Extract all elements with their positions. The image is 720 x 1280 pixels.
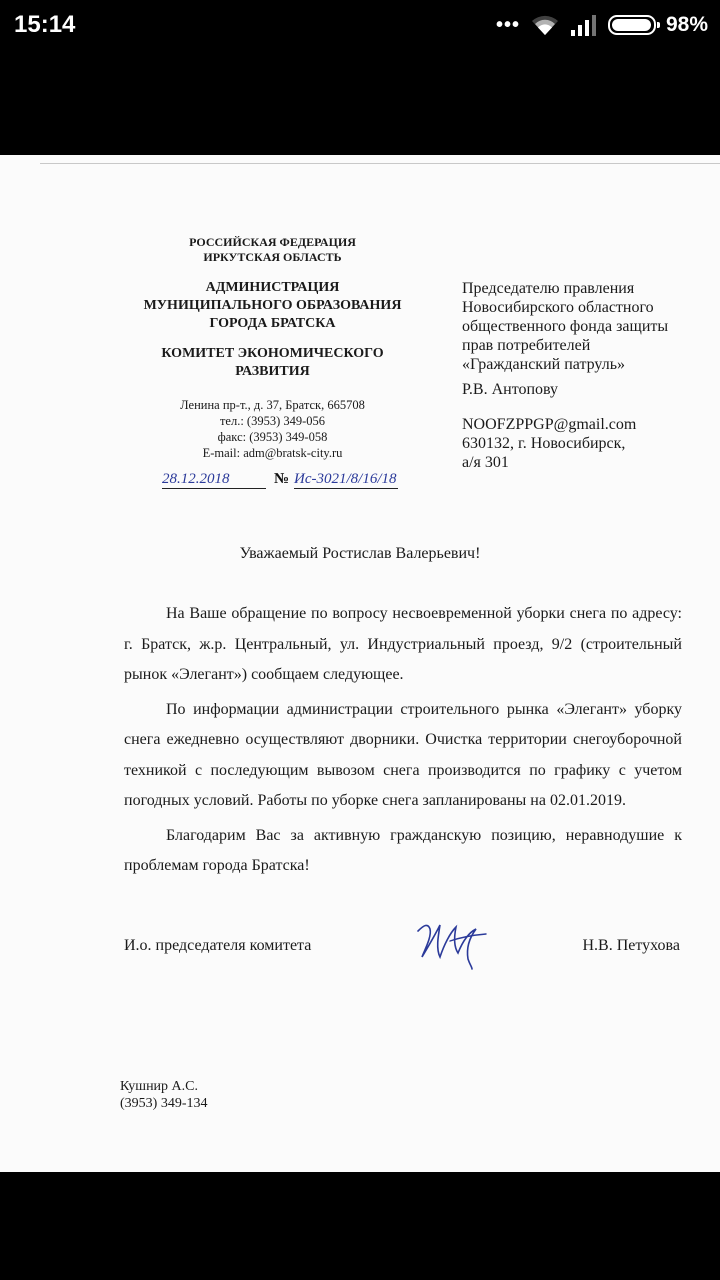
status-time: 15:14 <box>14 11 76 38</box>
region-line: ИРКУТСКАЯ ОБЛАСТЬ <box>203 250 342 264</box>
registration-row <box>160 471 400 491</box>
recipient-line-4: прав потребителей <box>462 337 591 354</box>
sender-address: Ленина пр-т., д. 37, Братск, 665708 <box>180 398 365 412</box>
sender-phone: тел.: (3953) 349-056 <box>219 414 326 428</box>
more-dots-icon: ••• <box>495 13 520 36</box>
country-line: РОССИЙСКАЯ ФЕДЕРАЦИЯ <box>189 235 356 249</box>
admin-line-2: МУНИЦИПАЛЬНОГО ОБРАЗОВАНИЯ <box>143 298 402 313</box>
recipient-line-3: общественного фонда защиты <box>462 318 669 335</box>
wifi-icon <box>530 13 560 37</box>
committee-line-1: КОМИТЕТ ЭКОНОМИЧЕСКОГО <box>161 346 384 361</box>
letter-body <box>124 599 682 886</box>
registration-number-label: № <box>274 471 290 487</box>
handwritten-signature <box>410 907 490 971</box>
status-icons <box>496 10 708 40</box>
signature-row <box>124 937 680 961</box>
committee-line-2: РАЗВИТИЯ <box>235 364 310 379</box>
scan-edge-line <box>40 163 720 164</box>
paragraph-2: По информации администрации строительного рынка «Элегант» уборку снега ежедневно осуществляют дворники. Очистка территории снегоуборочной техникой с последующим вывозом снега производится по графику с учетом погодных условий. Работы по уборке снега запланированы на 02.01.2019. <box>124 700 682 809</box>
sender-fax: факс: (3953) 349-058 <box>217 430 328 444</box>
recipient-address-1: 630132, г. Новосибирск, <box>462 435 626 452</box>
recipient-block <box>462 279 702 472</box>
battery-icon <box>608 15 656 35</box>
admin-line-1: АДМИНИСТРАЦИЯ <box>205 280 340 295</box>
recipient-line-2: Новосибирского областного <box>462 299 654 316</box>
executor-phone: (3953) 349-134 <box>120 1096 208 1111</box>
executor-block <box>120 1078 208 1112</box>
recipient-email: NOOFZPPGP@gmail.com <box>462 416 637 433</box>
signer-name: Н.В. Петухова <box>582 937 680 954</box>
recipient-address-2: а/я 301 <box>462 454 509 471</box>
registration-date: 28.12.2018 <box>162 471 266 489</box>
registration-number: Ис-3021/8/16/18 <box>294 471 397 487</box>
document-page <box>0 155 720 1172</box>
battery-percent: 98% <box>665 13 708 36</box>
sender-block <box>120 235 425 461</box>
signer-title: И.о. председателя комитета <box>124 937 312 954</box>
greeting: Уважаемый Ростислав Валерьевич! <box>239 545 481 562</box>
status-bar <box>0 0 720 52</box>
executor-name: Кушнир А.С. <box>120 1079 198 1094</box>
signal-icon <box>570 13 598 37</box>
recipient-line-5: «Гражданский патруль» <box>462 356 626 373</box>
sender-email: E-mail: adm@bratsk-city.ru <box>202 446 343 460</box>
paragraph-1: На Ваше обращение по вопросу несвоевременной уборки снега по адресу: г. Братск, ж.р. Центральный, ул. Индустриальный проезд, 9/2 (строительный рынок «Элегант») сообщаем следующее. <box>124 605 682 683</box>
recipient-line-1: Председателю правления <box>462 280 635 297</box>
admin-line-3: ГОРОДА БРАТСКА <box>209 316 336 331</box>
paragraph-3: Благодарим Вас за активную гражданскую позицию, неравнодушие к проблемам города Братска! <box>124 826 682 874</box>
recipient-name: Р.В. Антопову <box>462 381 559 398</box>
